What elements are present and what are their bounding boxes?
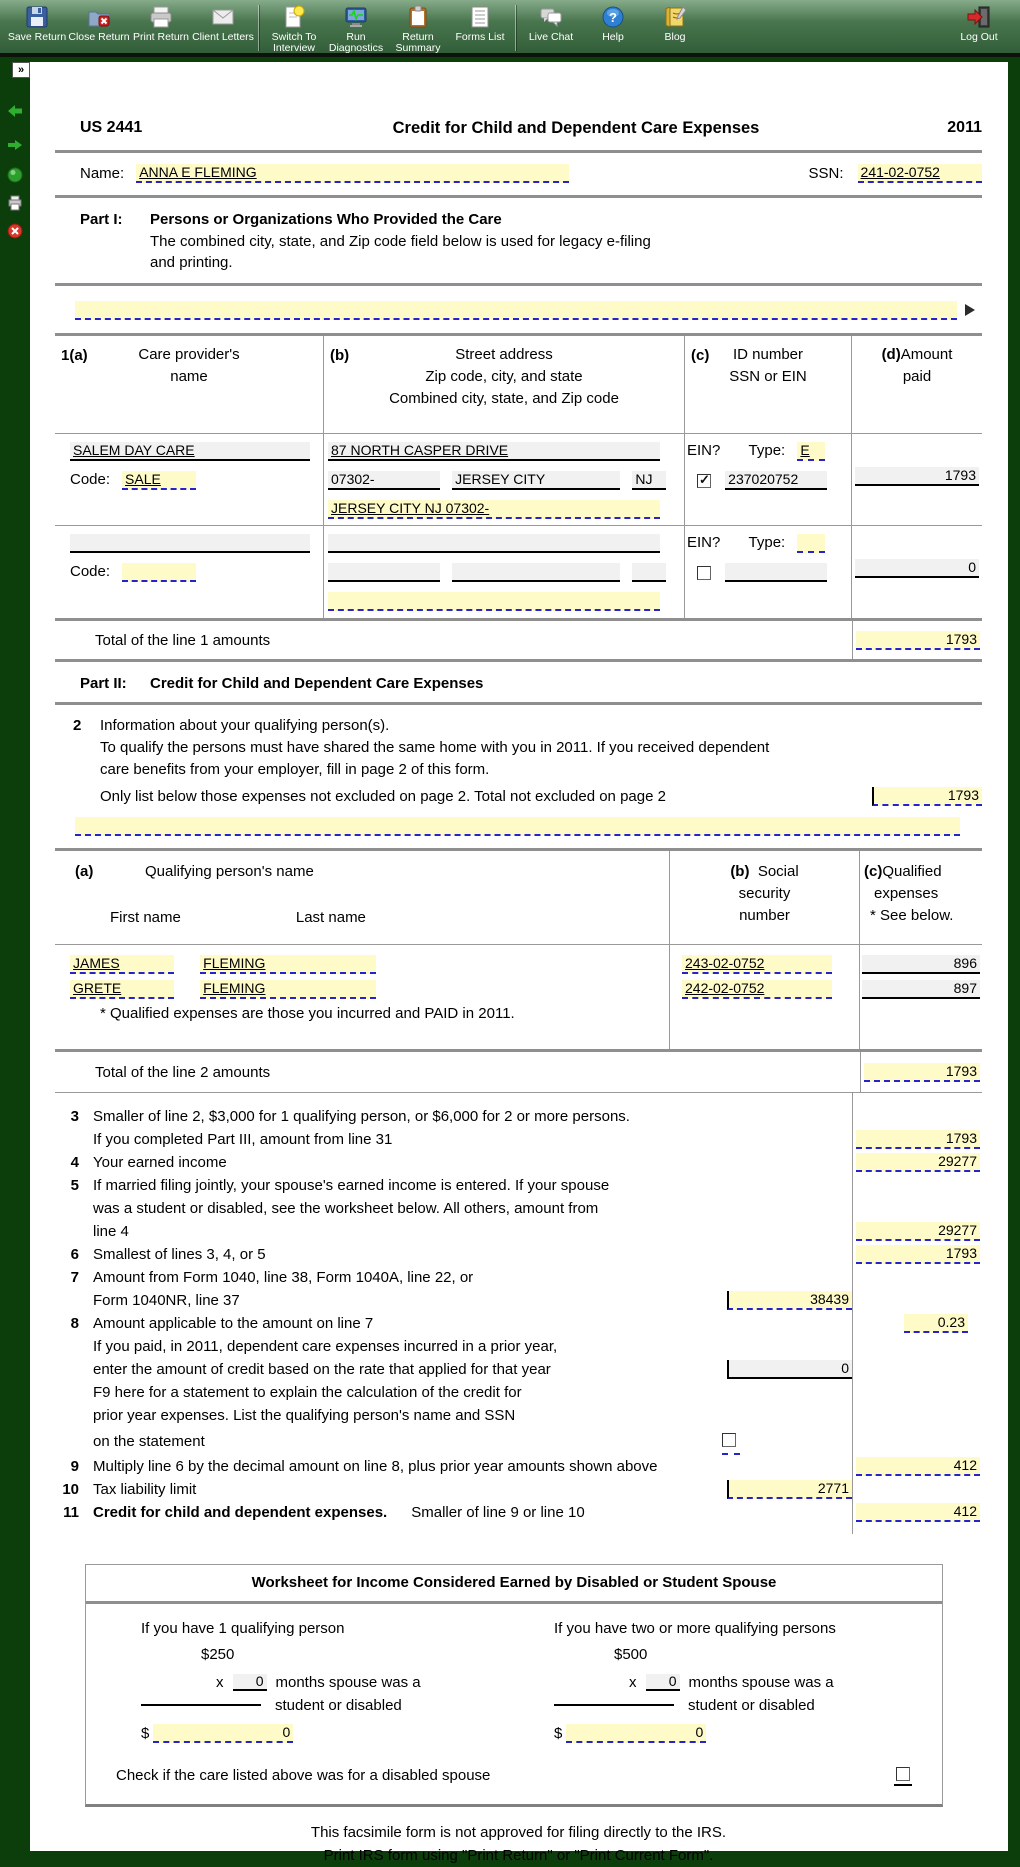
first-name-field[interactable]: JAMES: [70, 955, 174, 974]
form-page: [30, 62, 1008, 1864]
code-label: Code:: [70, 471, 111, 489]
worksheet-title: Worksheet for Income Considered Earned by Disabled or Student Spouse: [251, 1574, 777, 1591]
col-header-qualified-expenses: [860, 851, 982, 945]
printer-icon: [148, 3, 174, 31]
part1-note-2: and printing.: [150, 254, 233, 271]
footer-line-1: This facsimile form is not approved for filing directly to the IRS.: [310, 1824, 727, 1841]
help-circle-icon: [600, 3, 626, 31]
care-provider-table: [55, 333, 982, 618]
line2-text: To qualify the persons must have shared the same home with you in 2011. If you received dependent: [100, 739, 770, 756]
line1-total-row: [55, 618, 982, 662]
id-number-field[interactable]: 237020752: [725, 471, 827, 490]
col-num: (b): [730, 863, 750, 880]
expand-panel-button[interactable]: »: [12, 62, 30, 78]
line6-value-field[interactable]: 1793: [856, 1245, 980, 1264]
floppy-disk-icon: [24, 3, 50, 31]
toolbar-label: Help: [602, 31, 624, 43]
col-header-street-address: [324, 336, 685, 434]
part2-label: Part II:: [80, 674, 127, 692]
type-label: Type:: [748, 534, 786, 552]
line-text: If you paid, in 2011, dependent care expenses incurred in a prior year,: [93, 1338, 558, 1355]
line-number: 8: [70, 1315, 79, 1332]
legacy-combined-row: [55, 300, 982, 320]
line-number: 9: [70, 1458, 79, 1475]
switch-to-interview-button[interactable]: [263, 3, 325, 54]
print-return-button[interactable]: [130, 3, 192, 43]
toolbar-label: Switch To Interview: [271, 31, 317, 54]
toolbar-label: Client Letters: [192, 31, 254, 43]
line-number: 3: [70, 1108, 79, 1125]
provider-row-address-cell: [324, 526, 685, 618]
header-text: Amount: [900, 346, 953, 363]
toolbar-label: Return Summary: [395, 31, 441, 54]
line5-value-field[interactable]: 29277: [856, 1222, 980, 1241]
header-text: Zip code, city, and state: [425, 368, 583, 385]
care-provider-name-field[interactable]: [70, 534, 310, 553]
line-text: line 4: [93, 1223, 129, 1240]
divider: [55, 283, 982, 286]
close-form-icon[interactable]: [7, 223, 23, 239]
combined-city-state-zip-field[interactable]: JERSEY CITY NJ 07302-: [328, 500, 660, 519]
col-num: (b): [330, 347, 350, 364]
line-number: 7: [70, 1269, 79, 1286]
total-not-excluded-field[interactable]: 1793: [872, 787, 982, 806]
header-text: Last name: [295, 909, 366, 926]
worksheet-two-person-column: [529, 1620, 942, 1745]
back-arrow-icon[interactable]: [7, 103, 23, 119]
col-header-provider-name: [55, 336, 324, 434]
first-name-field[interactable]: GRETE: [70, 980, 174, 999]
header-text: security: [738, 885, 791, 902]
line2-total-field[interactable]: 1793: [864, 1063, 980, 1082]
provider-row-amount-cell: [852, 526, 982, 618]
lines-3-to-11: [55, 1093, 982, 1534]
line11-credit-field[interactable]: 412: [856, 1503, 980, 1522]
col-header-ssn: [670, 851, 860, 945]
street-address-field[interactable]: 87 NORTH CASPER DRIVE: [328, 442, 660, 461]
months-field[interactable]: 0: [233, 1674, 267, 1691]
col-header-qualifying-name: [55, 851, 670, 945]
col-header-amount-paid: [852, 336, 982, 434]
toolbar-label: Forms List: [455, 31, 505, 43]
worksheet-header: If you have 1 qualifying person: [141, 1620, 345, 1637]
base-amount: $500: [614, 1646, 648, 1663]
ein-label: EIN?: [687, 442, 721, 460]
col-num: (a): [75, 863, 94, 880]
ein-label: EIN?: [687, 534, 721, 552]
division-line: [554, 1704, 674, 1706]
months-desc-2: student or disabled: [688, 1696, 815, 1714]
forms-list-icon: [467, 3, 493, 31]
line-text: on the statement: [93, 1432, 205, 1450]
toolbar-label: Print Return: [132, 31, 190, 43]
toolbar-label: Blog: [664, 31, 686, 43]
toolbar-label: Close Return: [68, 31, 130, 43]
line-text: Smallest of lines 3, 4, or 5: [93, 1246, 266, 1263]
col-header-id-number: [685, 336, 852, 434]
id-number-field[interactable]: [725, 563, 827, 582]
line1-total-label: Total of the line 1 amounts: [95, 631, 271, 649]
go-to-form-icon[interactable]: [7, 167, 23, 183]
line2-text: care benefits from your employer, fill in page 2 of this form.: [100, 761, 490, 778]
ssn-label: SSN:: [808, 164, 844, 182]
return-summary-button[interactable]: [387, 3, 449, 54]
part1-note-1: The combined city, state, and Zip code field below is used for legacy e-filing: [150, 233, 651, 250]
line2-overflow-field[interactable]: [75, 817, 960, 836]
disabled-spouse-checkbox[interactable]: [896, 1767, 910, 1781]
multiply-label: x: [629, 1673, 637, 1691]
header-text: Combined city, state, and Zip code: [389, 390, 619, 407]
header-text: Qualified: [882, 863, 942, 880]
street-address-field[interactable]: [328, 534, 660, 553]
taxpayer-ssn-field[interactable]: 241-02-0752: [858, 164, 982, 183]
state-field[interactable]: [632, 563, 666, 582]
line-text: Smaller of line 2, $3,000 for 1 qualifying person, or $6,000 for 2 or more persons.: [93, 1108, 630, 1125]
header-text: number: [739, 907, 790, 924]
line2-total-row: [55, 1049, 982, 1093]
line1-total-field[interactable]: 1793: [856, 631, 980, 650]
facsimile-footer: [55, 1821, 982, 1867]
computed-income-field[interactable]: 0: [153, 1724, 293, 1743]
log-out-button[interactable]: [948, 3, 1010, 43]
legacy-combined-field[interactable]: [75, 301, 957, 320]
line-text: Your earned income: [93, 1154, 227, 1171]
part1-title: Persons or Organizations Who Provided the Care: [150, 211, 502, 228]
col-num: 1(a): [61, 347, 88, 364]
amount-paid-field[interactable]: 0: [855, 559, 979, 578]
close-return-button[interactable]: [68, 3, 130, 43]
interview-document-icon: [281, 3, 307, 31]
form-year: 2011: [947, 119, 982, 136]
qualified-expenses-field[interactable]: 897: [862, 980, 980, 999]
combined-city-state-zip-field[interactable]: [328, 592, 660, 611]
multiply-label: x: [216, 1673, 224, 1691]
provider-row-id-cell: [685, 434, 852, 526]
months-field[interactable]: 0: [646, 1674, 680, 1691]
toolbar-label: Save Return: [7, 31, 67, 43]
provider-row-id-cell: [685, 526, 852, 618]
header-text: ID number: [732, 346, 804, 363]
col-num: (d): [881, 346, 901, 363]
header-text: expenses: [874, 885, 939, 902]
line10-tax-liability-field[interactable]: 2771: [727, 1480, 852, 1499]
line2-text: Only list below those expenses not excluded on page 2. Total not excluded on page 2: [100, 787, 666, 805]
toolbar-label: Run Diagnostics: [328, 31, 384, 54]
last-name-field[interactable]: FLEMING: [200, 955, 376, 974]
col-num: (c): [691, 347, 710, 364]
id-type-field[interactable]: E: [797, 442, 825, 461]
header-text: Qualifying person's name: [145, 863, 314, 880]
line-number: 4: [70, 1154, 79, 1171]
header-text: SSN or EIN: [729, 368, 807, 385]
part2-title: Credit for Child and Dependent Care Expenses: [150, 674, 484, 692]
dollar-label: $: [141, 1724, 150, 1742]
divider: [55, 195, 982, 198]
line4-value-field[interactable]: 29277: [856, 1153, 980, 1172]
line-text: If you completed Part III, amount from line 31: [93, 1131, 393, 1148]
line-text: enter the amount of credit based on the rate that applied for that year: [93, 1361, 551, 1378]
line2-text: Information about your qualifying person(s).: [100, 717, 390, 734]
part2-heading: [55, 670, 982, 696]
amount-paid-field[interactable]: 1793: [855, 467, 979, 486]
worksheet-header: If you have two or more qualifying persons: [554, 1620, 836, 1637]
line2-block: [55, 715, 982, 836]
qualifying-names-cell: [55, 945, 670, 1049]
line2-total-label: Total of the line 2 amounts: [95, 1063, 271, 1081]
line-text: was a student or disabled, see the worksheet below. All others, amount from: [93, 1200, 599, 1217]
spouse-income-worksheet: [85, 1564, 943, 1807]
line-text: Amount from Form 1040, line 38, Form 1040A, line 22, or: [93, 1269, 474, 1286]
header-text: name: [170, 368, 208, 385]
provider-row-name-cell: [55, 434, 324, 526]
toolbar-label: Live Chat: [528, 31, 574, 43]
line-text: Amount applicable to the amount on line 7: [93, 1315, 374, 1332]
line3-value-field[interactable]: 1793: [856, 1130, 980, 1149]
computed-income-field[interactable]: 0: [566, 1724, 706, 1743]
save-return-button[interactable]: [6, 3, 68, 43]
line9-value-field[interactable]: 412: [856, 1457, 980, 1476]
toolbar-label: Log Out: [960, 31, 998, 43]
line-text: If married filing jointly, your spouse's earned income is entered. If your spouse: [93, 1177, 610, 1194]
line7-value-field[interactable]: 38439: [727, 1291, 852, 1310]
zip-field[interactable]: 07302-: [328, 471, 440, 490]
qualified-expenses-field[interactable]: 896: [862, 955, 980, 974]
header-text: Care provider's: [138, 346, 240, 363]
toolbar-separator: [258, 5, 259, 51]
left-rail: [0, 61, 30, 1851]
page-title: Credit for Child and Dependent Care Expenses: [392, 118, 760, 137]
division-line: [141, 1704, 261, 1706]
state-field[interactable]: NJ: [632, 471, 666, 490]
client-letters-button[interactable]: [192, 3, 254, 43]
name-label: Name:: [80, 164, 125, 182]
worksheet-one-person-column: [86, 1620, 529, 1745]
blog-button[interactable]: [644, 3, 706, 43]
dollar-label: $: [554, 1724, 563, 1742]
header-text: Street address: [455, 346, 553, 363]
line-number: 5: [70, 1177, 79, 1194]
part1-label: Part I:: [80, 211, 123, 228]
code-label: Code:: [70, 563, 111, 581]
help-button[interactable]: [582, 3, 644, 43]
city-field[interactable]: JERSEY CITY: [452, 471, 620, 490]
envelope-icon: [210, 3, 236, 31]
base-amount: $250: [201, 1646, 235, 1663]
forms-list-button[interactable]: [449, 3, 511, 43]
line-text: F9 here for a statement to explain the calculation of the credit for: [93, 1384, 522, 1401]
qualified-expenses-footnote: * Qualified expenses are those you incurred and PAID in 2011.: [100, 1005, 515, 1022]
line-number: 11: [63, 1504, 79, 1521]
months-desc-2: student or disabled: [275, 1696, 402, 1714]
line-text: prior year expenses. List the qualifying person's name and SSN: [93, 1407, 516, 1424]
divider: [55, 702, 982, 705]
statement-checkbox[interactable]: [722, 1433, 736, 1447]
zip-field[interactable]: [328, 563, 440, 582]
folder-close-icon: [86, 3, 112, 31]
provider-code-field[interactable]: SALE: [122, 471, 196, 490]
name-row: [55, 157, 982, 189]
form-id: US 2441: [80, 119, 143, 136]
line-text: Form 1040NR, line 37: [93, 1292, 240, 1309]
disabled-spouse-check-label: Check if the care listed above was for a disabled spouse: [116, 1767, 491, 1784]
live-chat-button[interactable]: [520, 3, 582, 43]
care-provider-name-field[interactable]: SALEM DAY CARE: [70, 442, 310, 461]
provider-row-amount-cell: [852, 434, 982, 526]
taxpayer-name-field[interactable]: ANNA E FLEMING: [136, 164, 568, 183]
qualifying-persons-table: [55, 848, 982, 1049]
line11-bold-text: Credit for child and dependent expenses.: [93, 1504, 388, 1521]
ein-checkbox[interactable]: [697, 474, 711, 488]
city-field[interactable]: [452, 563, 620, 582]
line-number: 10: [62, 1481, 79, 1498]
provider-row-name-cell: [55, 526, 324, 618]
prior-year-credit-field[interactable]: 0: [727, 1360, 852, 1379]
qualifying-ssn-field[interactable]: 242-02-0752: [682, 980, 832, 999]
months-desc: months spouse was a: [275, 1673, 421, 1691]
diagnostics-monitor-icon: [343, 3, 369, 31]
header-text: * See below.: [870, 907, 954, 924]
header-text: First name: [110, 909, 181, 926]
part1-heading: [55, 211, 982, 231]
line-number: 6: [70, 1246, 79, 1263]
provider-code-field[interactable]: [122, 563, 196, 582]
line8-decimal-field[interactable]: 0.23: [904, 1314, 968, 1333]
qualifying-ssn-cell: [670, 945, 860, 1049]
svg-text:?: ?: [609, 10, 617, 25]
type-label: Type:: [748, 442, 786, 460]
header-text: paid: [902, 368, 932, 385]
months-desc: months spouse was a: [688, 1673, 834, 1691]
divider: [55, 150, 982, 153]
line2-number: 2: [73, 717, 82, 734]
last-name-field[interactable]: FLEMING: [200, 980, 376, 999]
qualifying-ssn-field[interactable]: 243-02-0752: [682, 955, 832, 974]
header-text: Social: [757, 863, 799, 880]
provider-row-address-cell: [324, 434, 685, 526]
toolbar: [0, 0, 1020, 57]
qualifying-expenses-cell: [860, 945, 982, 1049]
jump-arrow-icon[interactable]: [965, 304, 975, 316]
ein-checkbox[interactable]: [697, 566, 711, 580]
col-num: (c): [864, 863, 883, 880]
form-header: [55, 116, 982, 140]
line-text: Tax liability limit: [93, 1481, 197, 1498]
print-form-icon[interactable]: [7, 195, 23, 211]
chat-bubbles-icon: [538, 3, 564, 31]
toolbar-separator: [515, 5, 516, 51]
logout-door-icon: [966, 3, 992, 31]
blog-scroll-icon: [662, 3, 688, 31]
line-text: Smaller of line 9 or line 10: [411, 1504, 585, 1521]
run-diagnostics-button[interactable]: [325, 3, 387, 54]
id-type-field[interactable]: [797, 534, 825, 553]
line-text: Multiply line 6 by the decimal amount on line 8, plus prior year amounts shown above: [93, 1458, 658, 1475]
forward-arrow-icon[interactable]: [7, 137, 23, 153]
clipboard-icon: [405, 3, 431, 31]
footer-line-2: Print IRS form using "Print Return" or "Print Current Form".: [323, 1847, 714, 1864]
